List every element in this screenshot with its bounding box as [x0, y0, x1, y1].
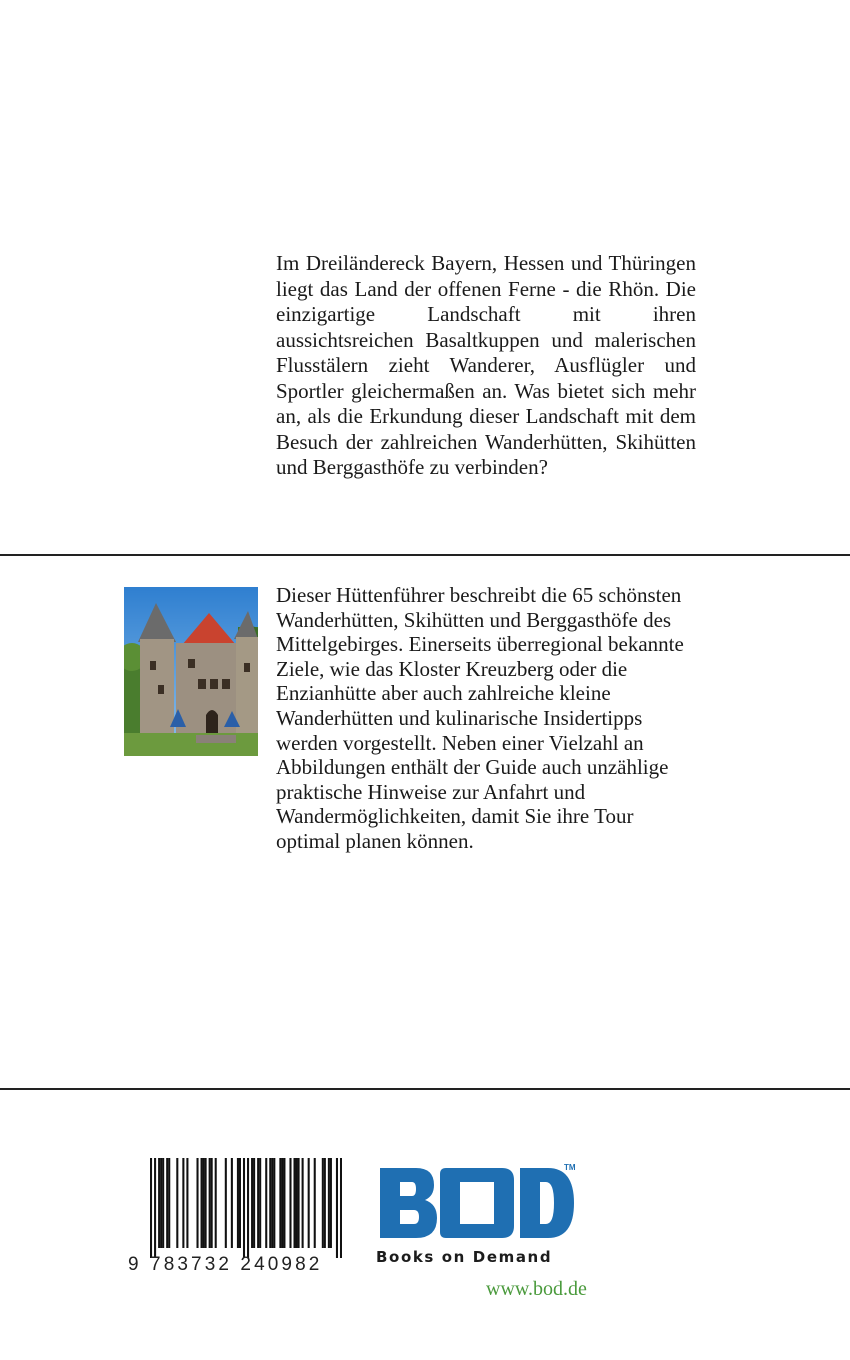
- barcode-bar: [293, 1158, 295, 1248]
- barcode-bar: [158, 1158, 160, 1248]
- divider-bottom: [0, 1088, 850, 1090]
- divider-top: [0, 554, 850, 556]
- bod-logo: [376, 1160, 576, 1272]
- barcode-bar: [243, 1158, 245, 1258]
- barcode-bar: [271, 1158, 273, 1248]
- barcode-bar: [176, 1158, 178, 1248]
- barcode-bar: [296, 1158, 298, 1248]
- barcode-bar: [196, 1158, 198, 1248]
- barcode-bar: [154, 1158, 156, 1258]
- barcode-bar: [259, 1158, 261, 1248]
- logo-tagline: Books on Demand: [376, 1248, 553, 1266]
- logo-letters-text: BOD: [474, 1240, 478, 1241]
- barcode-bar: [162, 1158, 164, 1248]
- barcode-bar: [203, 1158, 205, 1248]
- barcode-bar: [265, 1158, 267, 1248]
- barcode-bar: [298, 1158, 300, 1248]
- bod-logo-mark: [376, 1160, 576, 1246]
- barcode-bar: [231, 1158, 233, 1248]
- barcode-bar: [340, 1158, 342, 1258]
- barcode-bar: [211, 1158, 213, 1248]
- isbn-number: 9 783732 240982: [128, 1254, 323, 1275]
- barcode-bar: [160, 1158, 162, 1248]
- barcode-bar: [281, 1158, 283, 1248]
- barcode-bar: [253, 1158, 255, 1248]
- barcode-bar: [239, 1158, 241, 1248]
- barcode-bar: [215, 1158, 217, 1248]
- barcode-bar: [302, 1158, 304, 1248]
- barcode-bar: [336, 1158, 338, 1258]
- barcode-bar: [247, 1158, 249, 1258]
- barcode-bar: [283, 1158, 285, 1248]
- trademark-mark: TM: [564, 1163, 576, 1172]
- isbn-barcode: [128, 1158, 343, 1278]
- barcode-bar: [209, 1158, 211, 1248]
- barcode-bar: [150, 1158, 152, 1258]
- barcode-bar: [186, 1158, 188, 1248]
- barcode-bars: [150, 1158, 342, 1258]
- barcode-bar: [205, 1158, 207, 1248]
- castle-hut-photo: [124, 587, 258, 756]
- barcode-bar: [225, 1158, 227, 1248]
- barcode-bar: [251, 1158, 253, 1248]
- barcode-bar: [237, 1158, 239, 1248]
- barcode-bar: [308, 1158, 310, 1248]
- publisher-website[interactable]: www.bod.de: [486, 1278, 587, 1300]
- barcode-bar: [273, 1158, 275, 1248]
- intro-paragraph: Im Dreiländereck Bayern, Hessen und Thüringen liegt das Land der offenen Ferne - die Rhön. Die einzigartige Landschaft mit ihren aussichtsreichen Basaltkuppen und malerischen Flusstälern zieht Wanderer, Ausflügler und Sportler gleichermaßen an. Was bietet sich mehr an, als die Erkundung dieser Landschaft mit dem Besuch der zahlreichen Wanderhütten, Skihütten und Berggasthöfe zu verbinden?: [276, 251, 696, 479]
- barcode-bar: [201, 1158, 203, 1248]
- barcode-bar: [279, 1158, 281, 1248]
- barcode-bar: [314, 1158, 316, 1248]
- barcode-bar: [269, 1158, 271, 1248]
- barcode-bar: [168, 1158, 170, 1248]
- barcode-bar: [330, 1158, 332, 1248]
- barcode-bar: [289, 1158, 291, 1248]
- barcode-bar: [182, 1158, 184, 1248]
- barcode-bar: [166, 1158, 168, 1248]
- barcode-bar: [328, 1158, 330, 1248]
- barcode-bar: [257, 1158, 259, 1248]
- barcode-bar: [322, 1158, 324, 1248]
- description-paragraph: Dieser Hüttenführer beschreibt die 65 schönsten Wanderhütten, Skihütten und Berggasthöfe des Mittelgebirges. Einerseits überregional bekannte Ziele, wie das Kloster Kreuzberg oder die Enzianhütte aber auch zahlreiche kleine Wanderhütten und kulinarische Insidertipps werden vorgestellt. Neben einer Vielzahl an Abbildungen enthält der Guide auch unzählige praktische Hinweise zur Anfahrt und Wandermöglichkeiten, damit Sie ihre Tour optimal planen können.: [276, 583, 684, 853]
- barcode-bar: [324, 1158, 326, 1248]
